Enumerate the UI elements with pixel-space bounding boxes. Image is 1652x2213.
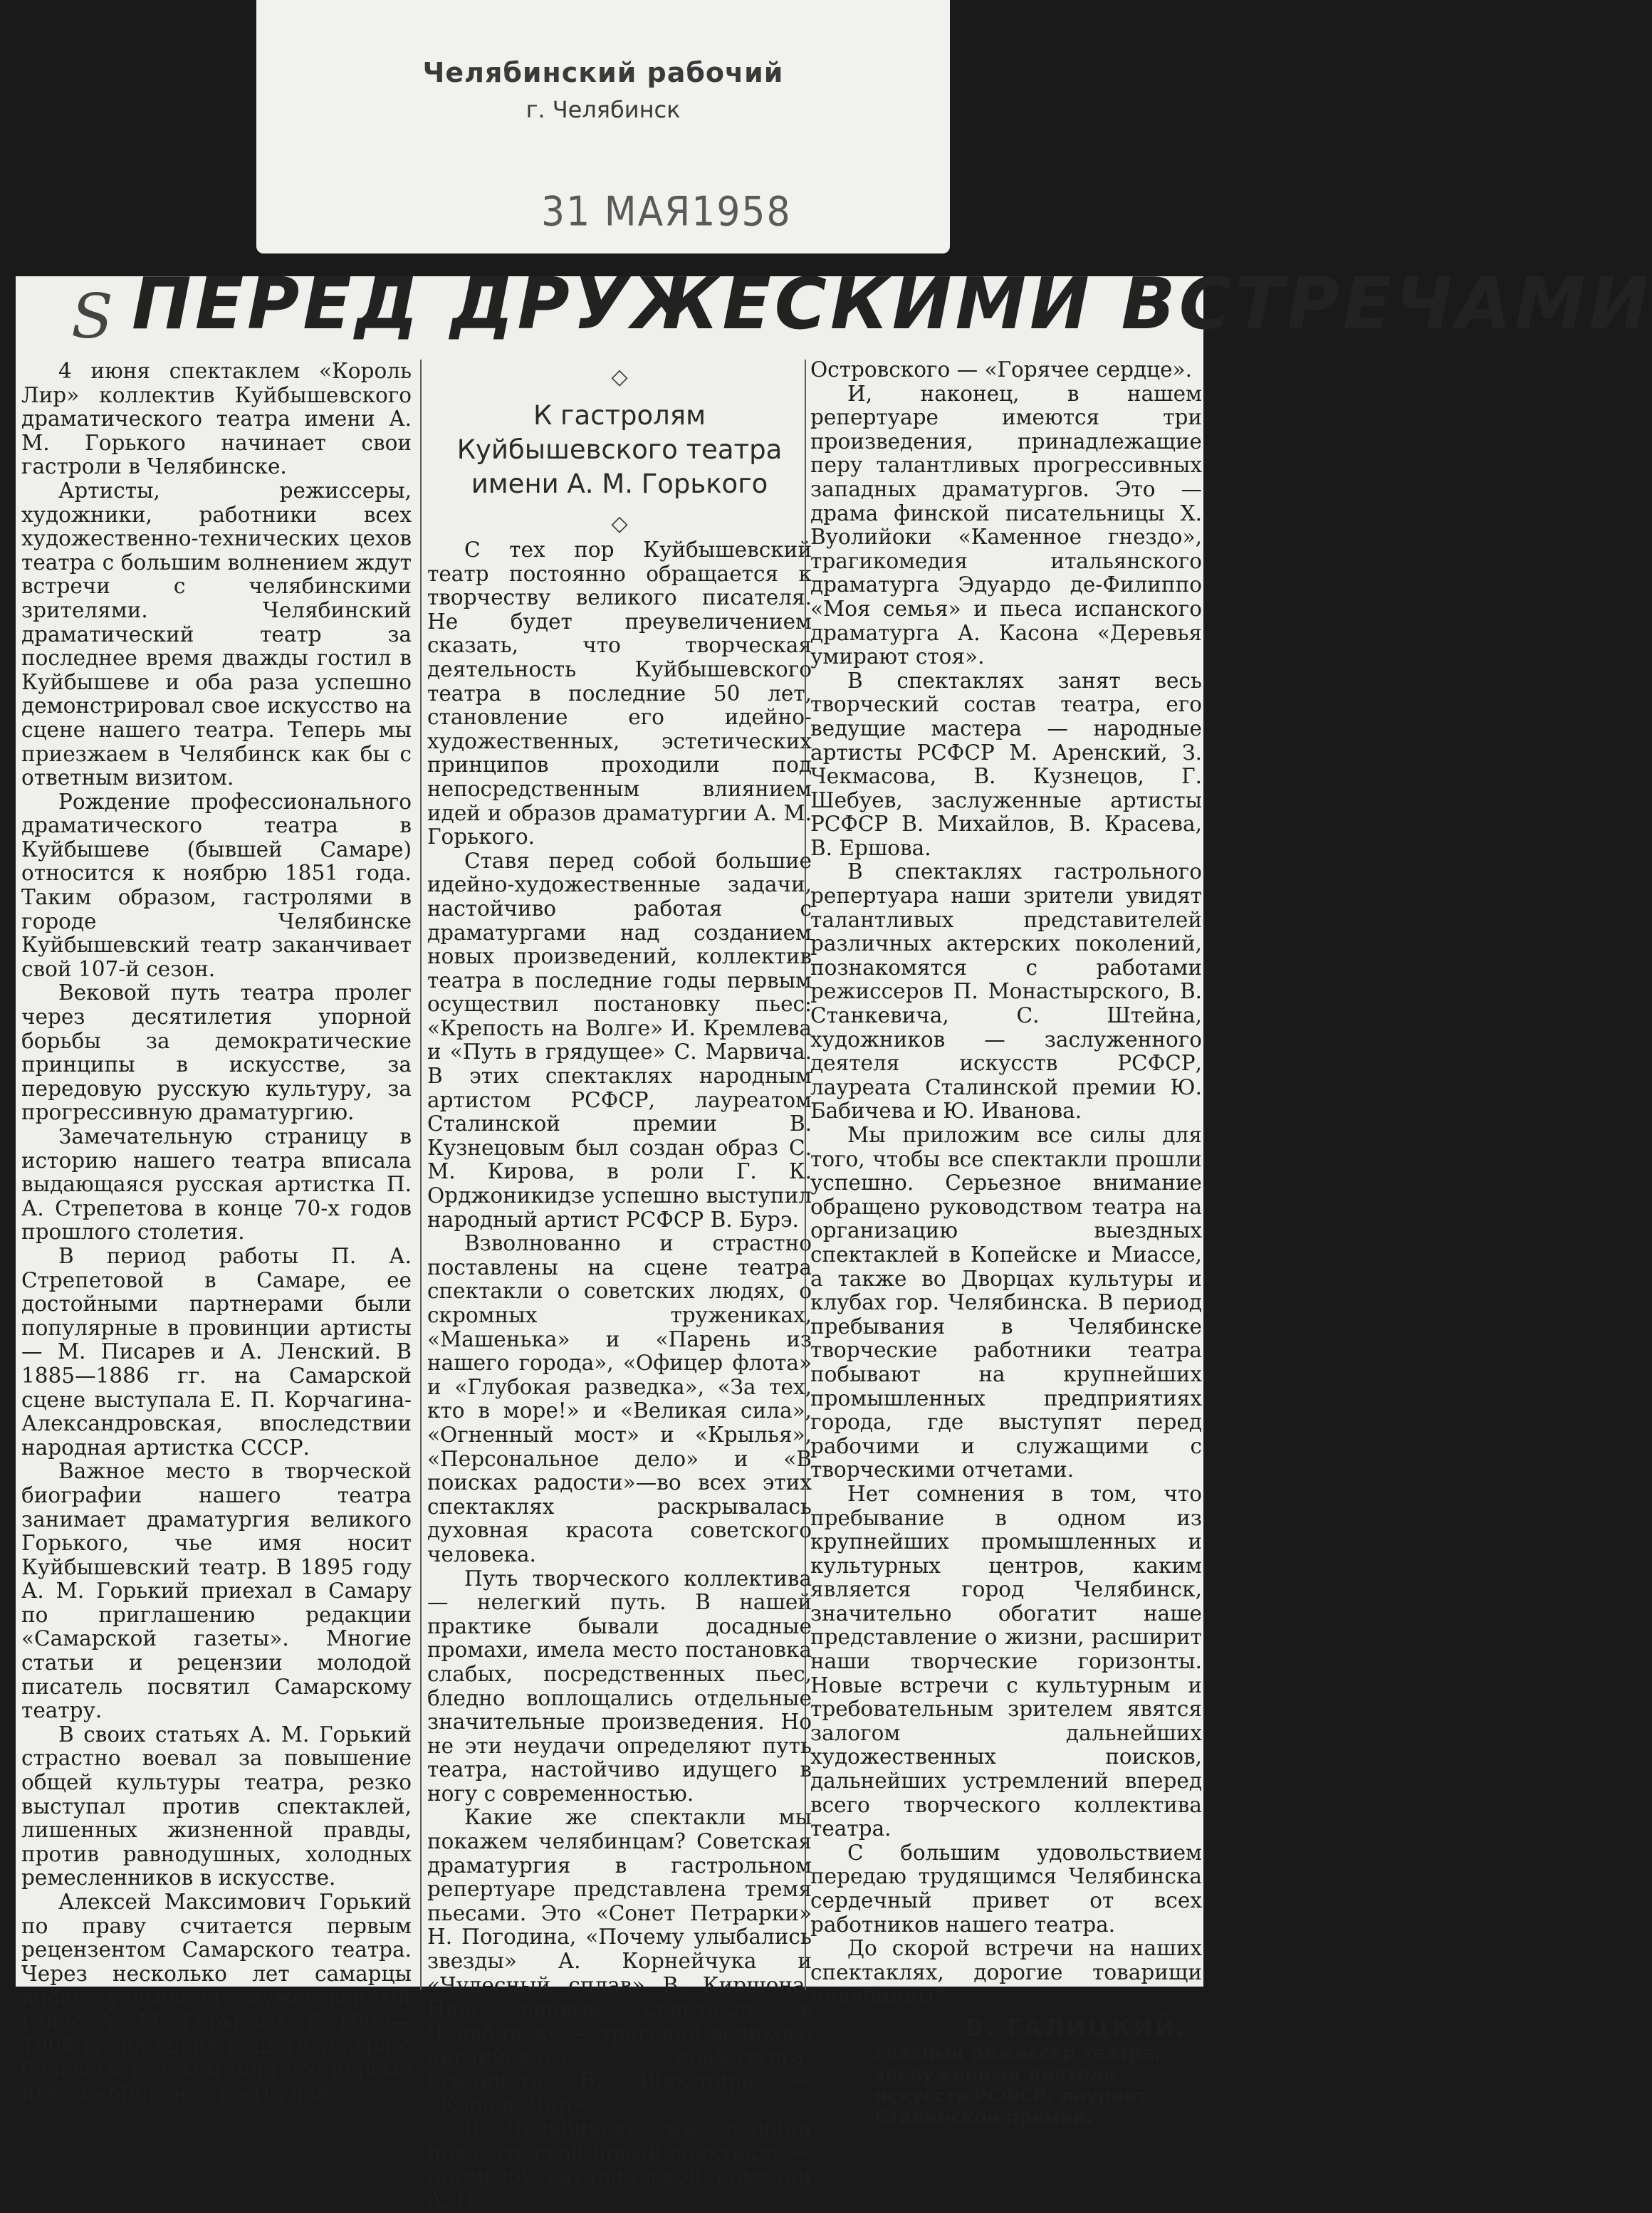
newspaper-city: г. Челябинск xyxy=(526,96,681,123)
diamond-ornament-icon: ◇ xyxy=(611,365,628,389)
article-column-2 xyxy=(427,363,812,2213)
paragraph: Алексей Максимович Горький по праву считается первым рецензентом Самарского театра. Через несколько лет самарцы вновь услышали мужественный голос А. М. Горького. В 1903—1904 гг. на сцене нашего театра с большим успехом шли его первые пьесы «Мещане» и «На дне». xyxy=(21,1890,412,2105)
paragraph: В своих статьях А. М. Горький страстно воевал за повышение общей культуры театра, резко выступал против спектаклей, лишенных жизненной правды, против равнодушных, холодных ремесленников в искусстве. xyxy=(21,1722,412,1890)
paragraph: В Челябинске мы решили показать свой новый спектакль — премьеру сатирической комедии А. Н. xyxy=(427,2116,812,2212)
column-divider xyxy=(420,360,422,1990)
article-subtitle: К гастролям Куйбышевского театра имени А. М. Горького xyxy=(456,400,783,499)
author-title: главный режиссер театра, заслуженный деятель искусств РСФСР, лауреат Сталинской премии. xyxy=(874,2042,1162,2128)
paragraph: Какие же спектакли мы покажем челябинцам? Советская драматургия в гастрольном репертуаре представлена тремя пьесами. Это «Сонет Петрарки» Н. Погодина, «Почему улыбались звезды» А. Корнейчука и «Чудесный сплав» В. Киршона. Наш первый спектакль в Челябинске — трагедия великого английского драматурга-гуманиста В. Шекспира — «Король Лир». xyxy=(427,1805,812,2117)
paragraph: С тех пор Куйбышевский театр постоянно обращается к творчеству великого писателя. Не будет преувеличением сказать, что творческая деятельность Куйбышевского театра в последние 50 лет, становление его идейно-художественных, эстетических принципов проходили под непосредственным влиянием идей и образов драматургии А. М. Горького. xyxy=(427,538,812,849)
paragraph: Рождение профессионального драматического театра в Куйбышеве (бывшей Самаре) относится к ноябрю 1851 года. Таким образом, гастролями в городе Челябинске Куйбышевский театр заканчивает свой 107-й сезон. xyxy=(21,789,412,981)
article-headline: ПЕРЕД ДРУЖЕСКИМИ ВСТРЕЧАМИ xyxy=(132,262,1652,345)
paragraph: В спектаклях гастрольного репертуара наши зрители увидят талантливых представителей различных актерских поколений, познакомятся с работами режиссеров П. Монастырского, В. Станкевича, С. Штейна, художников — заслуженного деятеля искусств РСФСР, лауреата Сталинской премии Ю. Бабичева и Ю. Иванова. xyxy=(810,859,1202,1124)
paragraph: В период работы П. А. Стрепетовой в Самаре, ее достойными партнерами были популярные в провинции артисты — М. Писарев и А. Ленский. В 1885—1886 гг. на Самарской сцене выступала Е. П. Корчагина-Александровская, впоследствии народная артистка СССР. xyxy=(21,1243,412,1460)
archive-stamp-card xyxy=(256,0,950,253)
paragraph: Мы приложим все силы для того, чтобы все спектакли прошли успешно. Серьезное внимание обращено руководством театра на организацию выездных спектаклей в Копейске и Миассе, а также во Дворцах культуры и клубах гор. Челябинска. В период пребывания в Челябинске творческие работники театра побывают на крупнейших промышленных предприятиях города, где выступят перед рабочими и служащими с творческими отчетами. xyxy=(810,1123,1202,1482)
newspaper-name: Челябинский рабочий xyxy=(422,57,784,88)
article-column-3 xyxy=(810,358,1202,2128)
date-stamp: 31 МАЯ1958 xyxy=(541,189,792,236)
paragraph: Замечательную страницу в историю нашего театра вписала выдающаяся русская артистка П. А. Стрепетова в конце 70-х годов прошлого столетия. xyxy=(21,1124,412,1245)
paragraph: Важное место в творческой биографии нашего театра занимает драматургия великого Горького, чье имя носит Куйбышевский театр. В 1895 году А. М. Горький приехал в Самару по приглашению редакции «Самарской газеты». Многие статьи и рецензии молодой писатель посвятил Самарскому театру. xyxy=(21,1459,412,1723)
paragraph: Взволнованно и страстно поставлены на сцене театра спектакли о советских людях, о скромных тружениках, «Машенька» и «Парень из нашего города», «Офицер флота» и «Глубокая разведка», «За тех, кто в море!» и «Великая сила», «Огненный мост» и «Крылья», «Персональное дело» и «В поисках радости»—во всех этих спектаклях раскрывалась духовная красота советского человека. xyxy=(427,1231,812,1566)
paragraph: Нет сомнения в том, что пребывание в одном из крупнейших промышленных и культурных центров, каким является город Челябинск, значительно обогатит наше представление о жизни, расширит наши творческие горизонты. Новые встречи с культурным и требовательным зрителем явятся залогом дальнейших художественных поисков, дальнейших устремлений вперед всего творческого коллектива театра. xyxy=(810,1481,1202,1841)
paragraph: Вековой путь театра пролег через десятилетия упорной борьбы за демократические принципы в искусстве, за передовую русскую культуру, за прогрессивную драматургию. xyxy=(21,980,412,1125)
paragraph: Островского — «Горячее сердце». xyxy=(810,357,1192,382)
article-column-1 xyxy=(21,360,412,2105)
paragraph: И, наконец, в нашем репертуаре имеются три произведения, принадлежащие перу талантливых прогрессивных западных драматургов. Это — драма финской писательницы Х. Вуолийоки «Каменное гнездо», трагикомедия итальянского драматурга Эдуардо де-Филиппо «Моя семья» и пьеса испанского драматурга А. Касона «Деревья умирают стоя». xyxy=(810,381,1202,669)
margin-mark: S xyxy=(71,281,113,352)
paragraph: С большим удовольствием передаю трудящимся Челябинска сердечный привет от всех работников нашего театра. xyxy=(810,1840,1202,1937)
paragraph: 4 июня спектаклем «Король Лир» коллектив Куйбышевского драматического театра имени А. М. Горького начинает свои гастроли в Челябинске. xyxy=(21,359,412,479)
diamond-ornament-icon: ◇ xyxy=(611,511,628,536)
paragraph: В спектаклях занят весь творческий состав театра, его ведущие мастера — народные артисты РСФСР М. Аренский, З. Чекмасова, В. Кузнецов, Г. Шебуев, заслуженные артисты РСФСР В. Михайлов, В. Красева, В. Ершова. xyxy=(810,668,1202,860)
paragraph: Артисты, режиссеры, художники, работники всех художественно-технических цехов театра с большим волнением ждут встречи с челябинскими зрителями. Челябинский драматический театр за последнее время дважды гостил в Куйбышеве и оба раза успешно демонстрировал свое искусство на сцене нашего театра. Теперь мы приезжаем в Челябинск как бы с ответным визитом. xyxy=(21,478,412,790)
author-name: В. ГАЛИЦКИЙ, xyxy=(965,2013,1188,2041)
paragraph: Ставя перед собой большие идейно-художественные задачи, настойчиво работая с драматургами над созданием новых произведений, коллектив театра в последние годы первым осуществил постановку пьес: «Крепость на Волге» И. Кремлева и «Путь в грядущее» С. Марвича. В этих спектаклях народным артистом РСФСР, лауреатом Сталинской премии В. Кузнецовым был создан образ С. М. Кирова, в роли Г. К. Орджоникидзе успешно выступил народный артист РСФСР В. Бурэ. xyxy=(427,848,812,1232)
paragraph: До скорой встречи на наших спектаклях, дорогие товарищи челябинцы! xyxy=(810,1936,1202,2009)
paragraph: Путь творческого коллектива — нелегкий путь. В нашей практике бывали досадные промахи, имела место постановка слабых, посредственных пьес, бледно воплощались отдельные значительные произведения. Но не эти неудачи определяют путь театра, настойчиво идущего в ногу с современностью. xyxy=(427,1566,812,1806)
